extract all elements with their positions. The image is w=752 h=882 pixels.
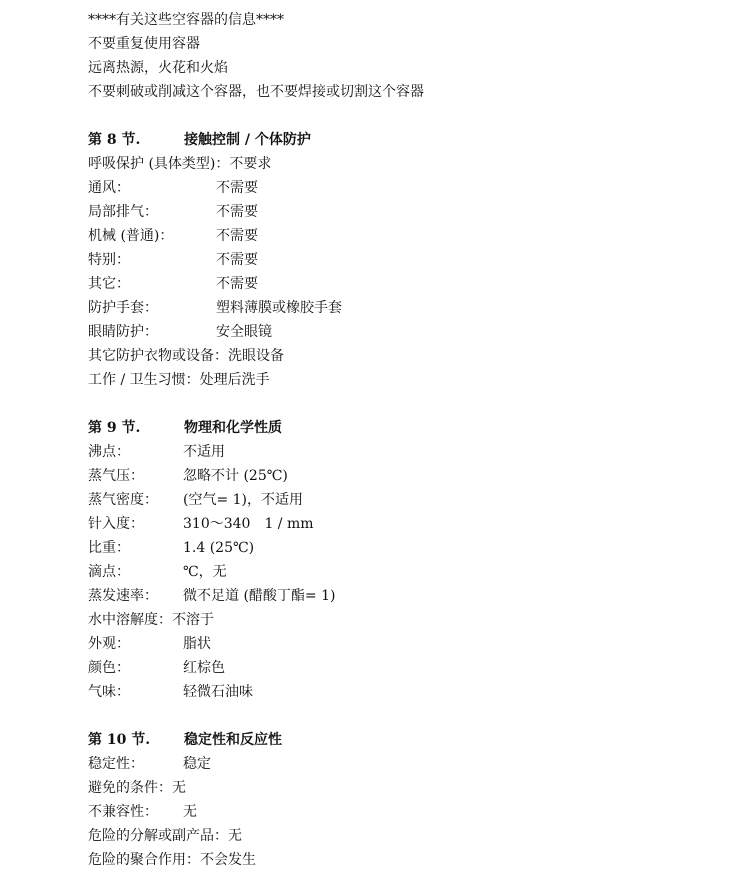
field-value: 不适用 bbox=[183, 444, 225, 460]
field-row bbox=[88, 680, 732, 704]
field-label: 不兼容性： bbox=[88, 804, 158, 820]
field-label: 外观： bbox=[88, 636, 130, 652]
field-label: 沸点： bbox=[88, 444, 130, 460]
field-label: 气味： bbox=[88, 684, 130, 700]
field-value: 不需要 bbox=[216, 252, 258, 268]
field-label: 机械 (普通)： bbox=[88, 228, 174, 244]
field-row bbox=[88, 800, 732, 824]
section-title: 接触控制 / 个体防护 bbox=[184, 132, 311, 148]
field-value: 塑料薄膜或橡胶手套 bbox=[216, 300, 342, 316]
field-row bbox=[88, 632, 732, 656]
field-row bbox=[88, 440, 732, 464]
field-row bbox=[88, 752, 732, 776]
hazardous-polymerization: 危险的聚合作用：不会发生 bbox=[88, 852, 256, 868]
field-row bbox=[88, 248, 732, 272]
field-value: 不需要 bbox=[216, 180, 258, 196]
field-label: 其它： bbox=[88, 276, 130, 292]
field-value: 轻微石油味 bbox=[183, 684, 253, 700]
field-label: 滴点： bbox=[88, 564, 130, 580]
field-value: 红棕色 bbox=[183, 660, 225, 676]
field-value: (空气= 1)，不适用 bbox=[183, 492, 304, 508]
field-value: 安全眼镜 bbox=[216, 324, 272, 340]
field-row bbox=[88, 488, 732, 512]
field-label: 眼睛防护： bbox=[88, 324, 158, 340]
field-label: 局部排气： bbox=[88, 204, 158, 220]
field-label: 颜色： bbox=[88, 660, 130, 676]
field-row bbox=[88, 464, 732, 488]
field-value: 无 bbox=[183, 804, 197, 820]
section-title: 稳定性和反应性 bbox=[184, 732, 282, 748]
conditions-to-avoid: 避免的条件：无 bbox=[88, 780, 186, 796]
field-row bbox=[88, 272, 732, 296]
other-equipment: 其它防护衣物或设备：洗眼设备 bbox=[88, 348, 284, 364]
section-8-heading bbox=[88, 128, 732, 152]
intro-line: 不要刺破或削减这个容器，也不要焊接或切割这个容器 bbox=[88, 84, 424, 100]
section-title: 物理和化学性质 bbox=[184, 420, 282, 436]
field-label: 通风： bbox=[88, 180, 130, 196]
field-row bbox=[88, 608, 732, 632]
respiratory-protection: 呼吸保护 (具体类型)：不要求 bbox=[88, 156, 272, 172]
field-label: 水中溶解度： bbox=[88, 612, 172, 628]
document-page bbox=[88, 8, 732, 872]
field-value: ℃，无 bbox=[183, 564, 227, 580]
field-label: 防护手套： bbox=[88, 300, 158, 316]
field-row bbox=[88, 512, 732, 536]
field-row bbox=[88, 560, 732, 584]
field-label: 蒸气密度： bbox=[88, 492, 158, 508]
field-label: 针入度： bbox=[88, 516, 144, 532]
field-row bbox=[88, 584, 732, 608]
field-row bbox=[88, 536, 732, 560]
field-label: 稳定性： bbox=[88, 756, 144, 772]
section-number: 第 10 节. bbox=[88, 732, 151, 748]
field-label: 特别： bbox=[88, 252, 130, 268]
field-row bbox=[88, 296, 732, 320]
field-label: 比重： bbox=[88, 540, 130, 556]
section-number: 第 9 节. bbox=[88, 420, 141, 436]
field-row bbox=[88, 656, 732, 680]
field-row bbox=[88, 200, 732, 224]
field-row bbox=[88, 224, 732, 248]
intro-line: 不要重复使用容器 bbox=[88, 36, 200, 52]
field-label: 蒸发速率： bbox=[88, 588, 158, 604]
section-9-heading bbox=[88, 416, 732, 440]
field-value: 不需要 bbox=[216, 276, 258, 292]
field-value: 忽略不计 (25℃) bbox=[183, 468, 288, 484]
hygiene-practices: 工作 / 卫生习惯：处理后洗手 bbox=[88, 372, 270, 388]
field-label: 蒸气压： bbox=[88, 468, 144, 484]
section-number: 第 8 节. bbox=[88, 132, 141, 148]
intro-line: ****有关这些空容器的信息**** bbox=[88, 12, 284, 28]
field-value: 不需要 bbox=[216, 204, 258, 220]
field-value: 稳定 bbox=[183, 756, 211, 772]
field-value: 不需要 bbox=[216, 228, 258, 244]
field-value: 310～340 1 / mm bbox=[183, 516, 314, 532]
field-value: 不溶于 bbox=[172, 612, 214, 628]
field-row bbox=[88, 320, 732, 344]
field-row bbox=[88, 176, 732, 200]
field-value: 微不足道 (醋酸丁酯= 1) bbox=[183, 588, 336, 604]
field-value: 脂状 bbox=[183, 636, 211, 652]
hazardous-decomposition: 危险的分解或副产品：无 bbox=[88, 828, 242, 844]
intro-line: 远离热源，火花和火焰 bbox=[88, 60, 228, 76]
section-10-heading bbox=[88, 728, 732, 752]
field-value: 1.4 (25℃) bbox=[183, 540, 255, 556]
